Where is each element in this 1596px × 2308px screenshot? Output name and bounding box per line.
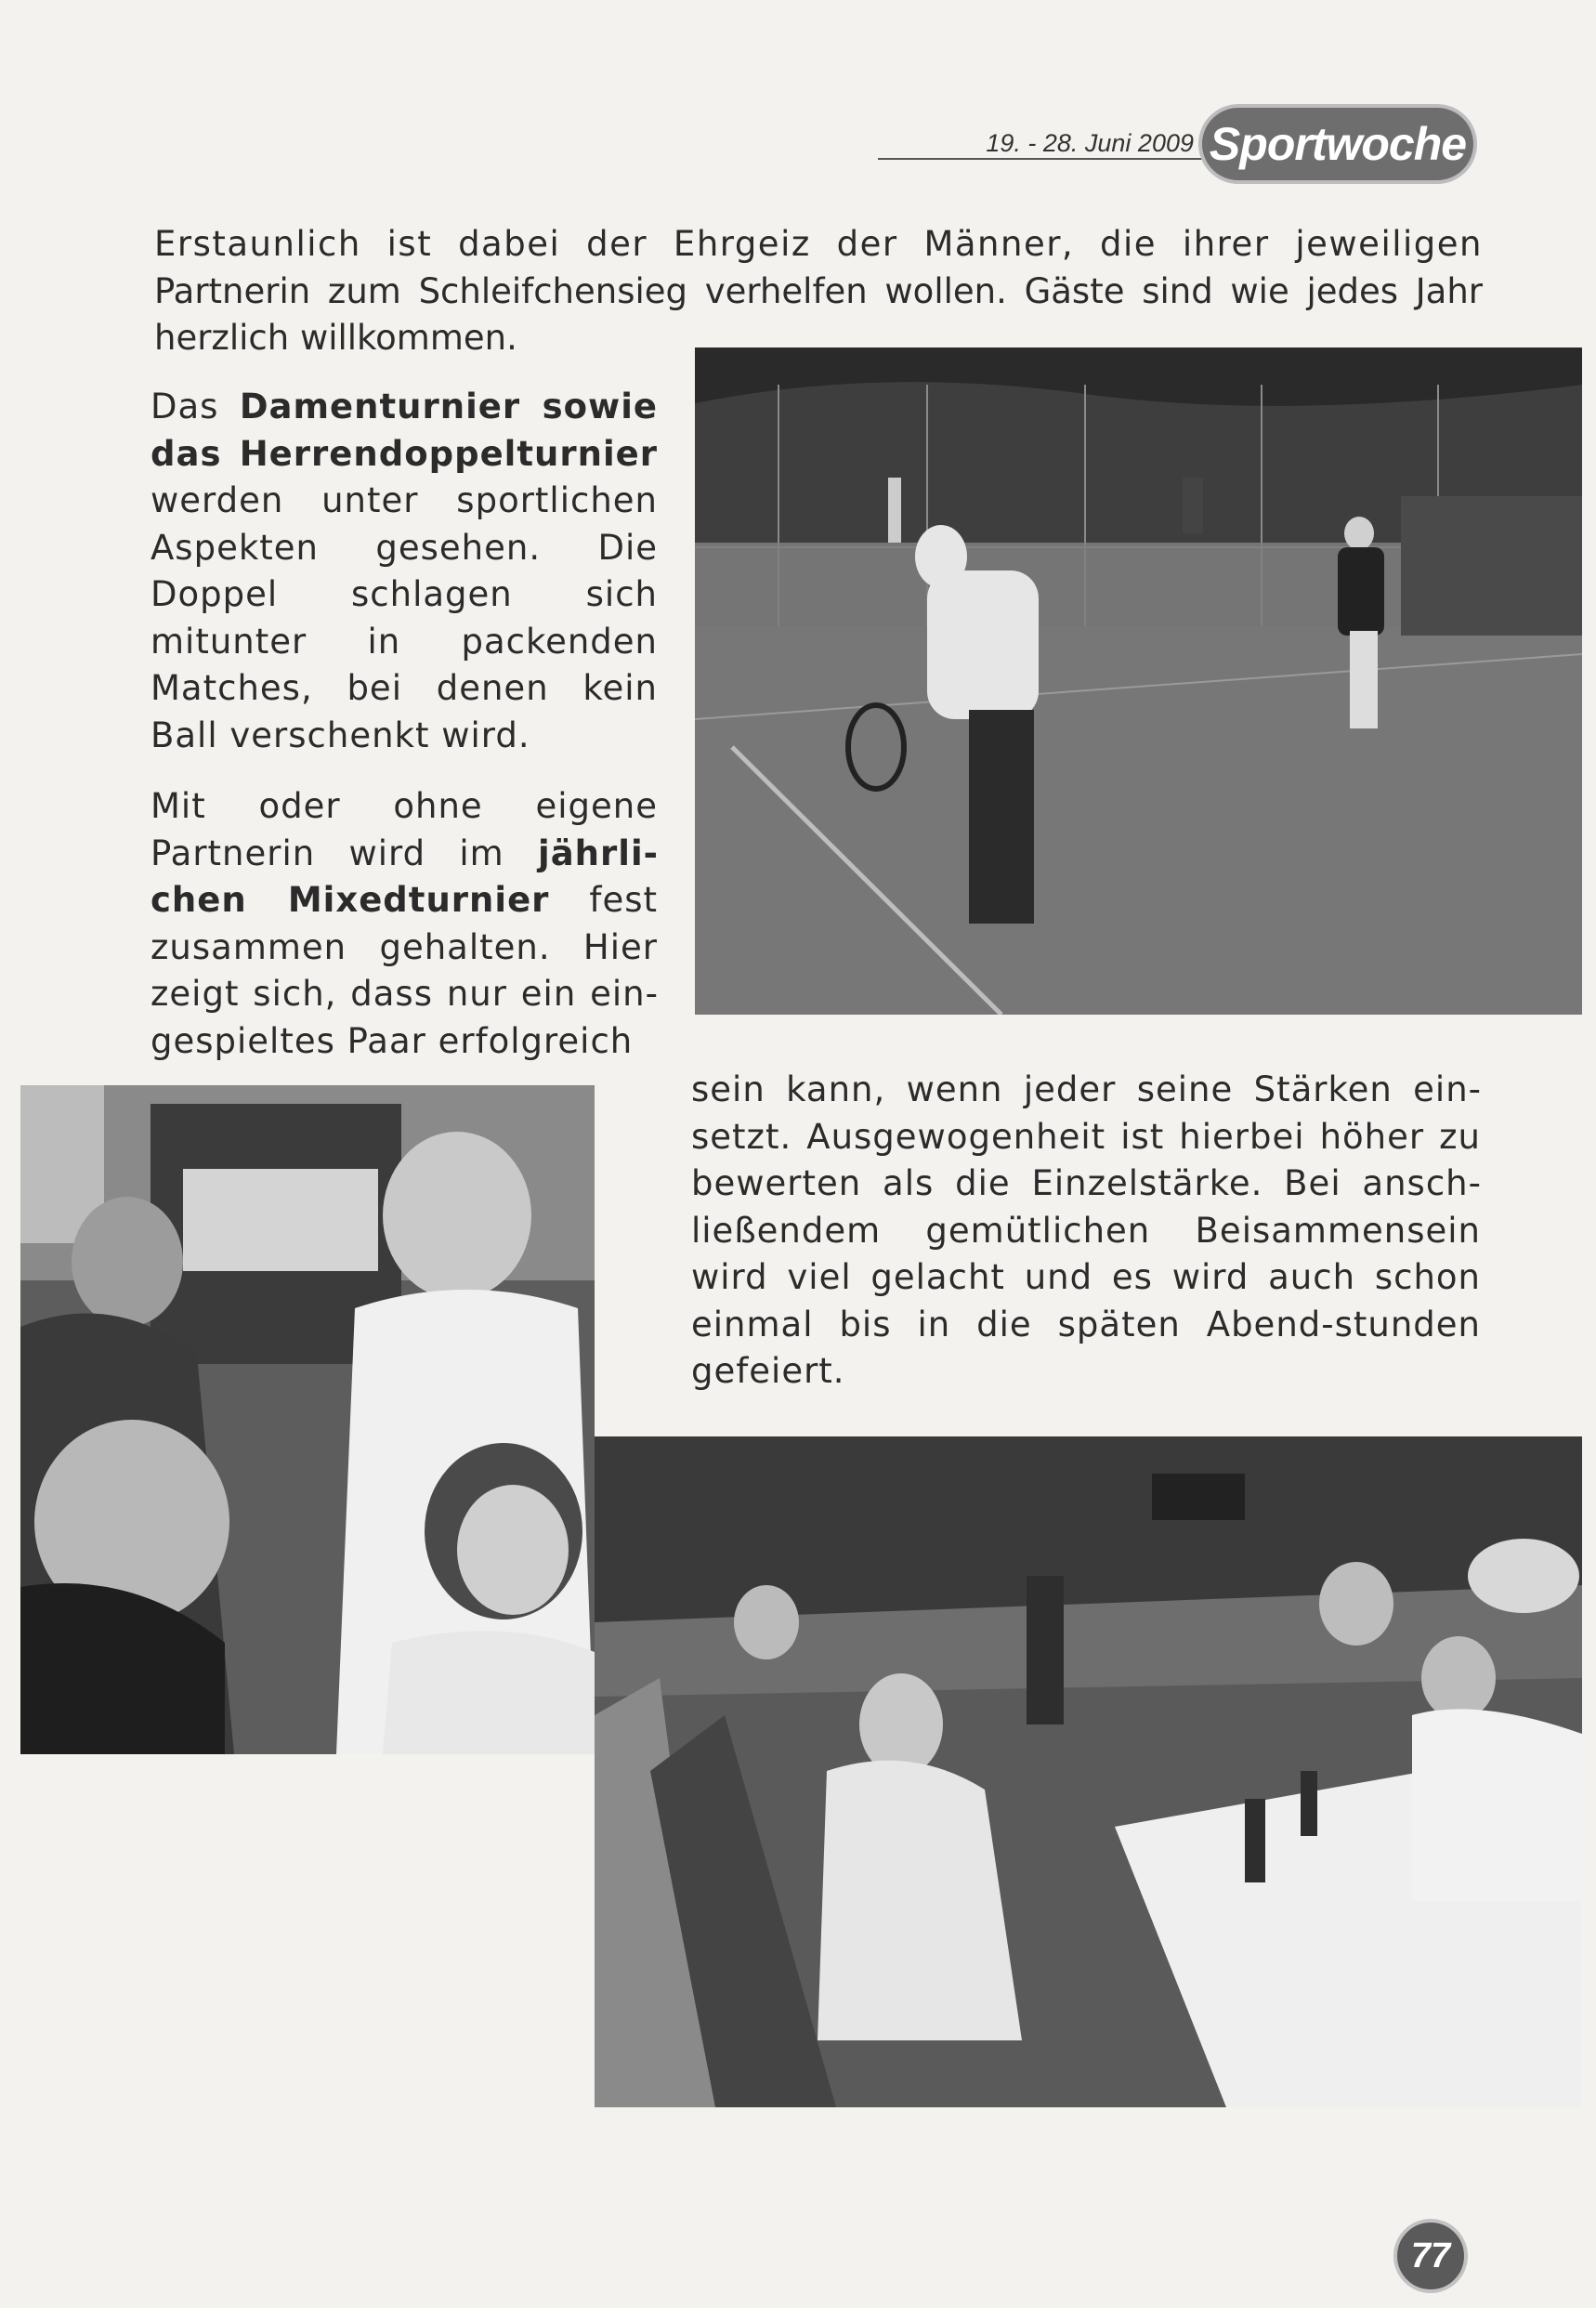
paragraph-continued: sein kann, wenn jeder seine Stärken einsetzt. Ausgewogenheit ist hierbei höher zu bewerten als die Einzelstärke. Bei anschließendem gemütlichen Beisammensein wird viel gelacht und es wird auch schon einmal bis in die späten Abend-stunden gefeiert. bbox=[691, 1069, 1481, 1391]
highlight-text: Damenturnier sowie das Herrendoppelturnier bbox=[150, 387, 659, 474]
photo-celebration-table bbox=[595, 1436, 1582, 2107]
highlight-text: jährlichen Mixedturnier bbox=[150, 833, 658, 920]
page-number-badge bbox=[1393, 2219, 1468, 2293]
intro-line: herzlich willkommen. bbox=[154, 318, 517, 358]
text-fragment: werden unter sportlichen Aspekten gesehen. Die Doppel schlagen sich mitunter in packenden Matches, bei denen kein Ball verschenkt wird. bbox=[150, 480, 658, 755]
photo-women-group bbox=[20, 1085, 595, 1754]
header-date-range: 19. - 28. Juni 2009 bbox=[878, 128, 1203, 160]
photo-tennis-court bbox=[695, 348, 1582, 1015]
text-fragment: Das bbox=[150, 387, 240, 426]
intro-paragraph bbox=[154, 221, 1483, 362]
paragraph-mixedturnier bbox=[150, 783, 658, 1065]
section-badge bbox=[1198, 104, 1477, 184]
intro-line: Partnerin zum Schleifchensieg verhelfen wollen. Gäste sind wie jedes Jahr bbox=[154, 270, 1483, 311]
text-fragment: fest zusammen gehalten. Hier zeigt sich, dass nur ein eingespieltes Paar erfolgreich bbox=[150, 880, 658, 1061]
section-title: Sportwoche bbox=[1209, 118, 1467, 170]
intro-line: Erstaunlich ist dabei der Ehrgeiz der Männer, die ihrer jeweiligen bbox=[154, 224, 1483, 264]
page-number: 77 bbox=[1410, 2236, 1451, 2275]
text-fragment: Mit oder ohne eigene Partnerin wird im bbox=[150, 786, 658, 873]
paragraph-damenturnier bbox=[150, 384, 658, 759]
